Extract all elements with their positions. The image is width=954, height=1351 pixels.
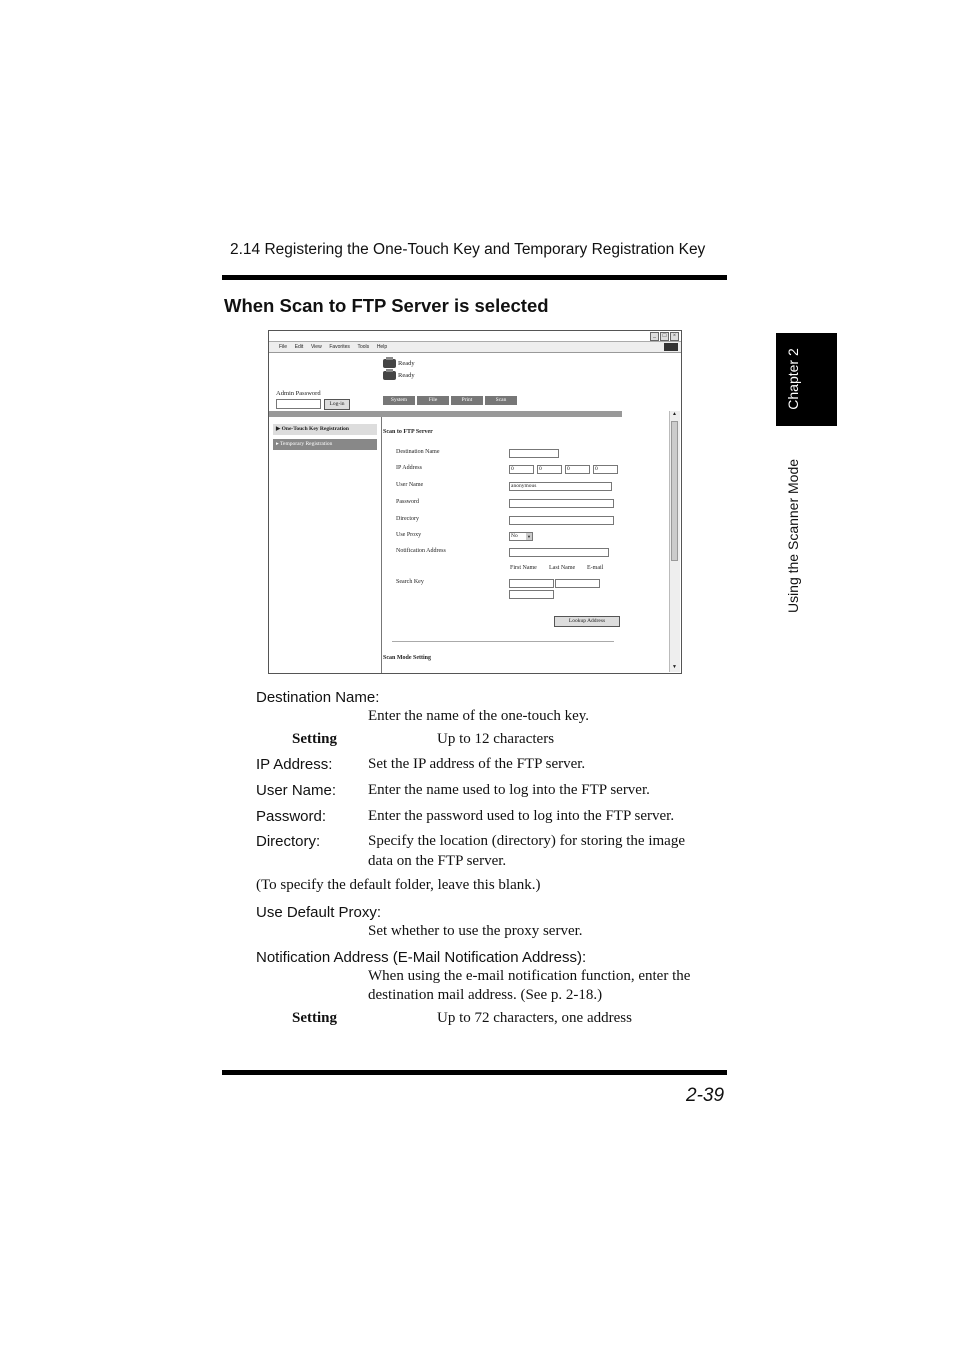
term-directory: Directory: (256, 833, 321, 850)
setting-label-destination-name: Setting (292, 731, 337, 747)
menu-edit[interactable]: Edit (294, 344, 304, 350)
desc-directory-line-1: Specify the location (directory) for storing the image (368, 833, 685, 849)
section-heading: When Scan to FTP Server is selected (224, 295, 549, 316)
nav-one-touch-key-registration[interactable]: ▶ One-Touch Key Registration (273, 424, 377, 435)
email-column: E-mail (587, 565, 604, 571)
nav-temporary-registration[interactable]: ▸ Temporary Registration (273, 439, 377, 450)
status-printer (383, 359, 415, 368)
directory-note: (To specify the default folder, leave this blank.) (256, 877, 541, 893)
chapter-label: Chapter 2 (785, 348, 801, 410)
printer-status: Ready (398, 360, 415, 367)
destination-name-label: Destination Name (396, 449, 440, 455)
form-title: Scan to FTP Server (383, 429, 433, 435)
desc-use-default-proxy: Set whether to use the proxy server. (368, 923, 583, 939)
header-divider-bar (269, 411, 622, 417)
running-header: 2.14 Registering the One-Touch Key and Temporary Registration Key (230, 241, 706, 258)
directory-input[interactable] (509, 516, 614, 525)
login-button[interactable]: Log-in (324, 399, 350, 410)
browser-menu-bar (269, 342, 681, 353)
term-destination-name: Destination Name: (256, 689, 380, 706)
scan-mode-setting-title: Scan Mode Setting (383, 655, 431, 661)
ip-octet-3-input[interactable]: 0 (565, 465, 590, 474)
use-proxy-select[interactable] (509, 532, 533, 541)
setting-label-notification-address: Setting (292, 1010, 337, 1026)
menu-help[interactable]: Help (376, 344, 388, 350)
left-navigation (273, 424, 377, 454)
tab-system[interactable]: System (383, 396, 415, 405)
term-ip-address: IP Address: (256, 756, 333, 773)
notification-address-label: Notification Address (396, 548, 446, 554)
admin-password-input[interactable] (276, 399, 321, 409)
desc-ip-address: Set the IP address of the FTP server. (368, 756, 586, 772)
use-proxy-label: Use Proxy (396, 532, 422, 538)
notification-address-input[interactable] (509, 548, 609, 557)
scroll-up-icon[interactable]: ▲ (672, 412, 677, 417)
side-chapter-title: Using the Scanner Mode (785, 458, 801, 614)
directory-label: Directory (396, 516, 419, 522)
footer-rule (222, 1070, 727, 1075)
printer-icon (383, 359, 396, 368)
scroll-thumb[interactable] (671, 421, 678, 561)
nav-divider (381, 417, 382, 673)
tab-print[interactable]: Print (451, 396, 483, 405)
term-user-name: User Name: (256, 782, 337, 799)
user-name-label: User Name (396, 482, 424, 488)
form-divider (392, 641, 614, 642)
admin-password-label: Admin Password (276, 390, 321, 397)
mode-tabs (383, 396, 517, 405)
term-password: Password: (256, 808, 327, 825)
desc-password: Enter the password used to log into the FTP server. (368, 808, 675, 824)
scanner-status: Ready (398, 372, 415, 379)
desc-notification-address-line-2: destination mail address. (See p. 2-18.) (368, 987, 603, 1003)
ip-octet-1-input[interactable]: 0 (509, 465, 534, 474)
close-button[interactable]: × (670, 332, 679, 341)
term-use-default-proxy: Use Default Proxy: (256, 904, 382, 921)
desc-destination-name: Enter the name of the one-touch key. (368, 708, 590, 724)
desc-notification-address-line-1: When using the e-mail notification function, enter the (368, 968, 691, 984)
user-name-input[interactable]: anonymous (509, 482, 612, 491)
setting-value-destination-name: Up to 12 characters (437, 731, 555, 747)
browser-logo-icon (664, 343, 678, 351)
maximize-button[interactable]: □ (660, 332, 669, 341)
password-label: Password (396, 499, 420, 505)
search-first-name-input[interactable] (509, 579, 554, 588)
use-proxy-value: No (511, 533, 518, 539)
status-scanner (383, 371, 415, 380)
scanner-icon (383, 371, 396, 380)
ip-octet-4-input[interactable]: 0 (593, 465, 618, 474)
search-email-input[interactable] (509, 590, 554, 599)
setting-value-notification-address: Up to 72 characters, one address (437, 1010, 632, 1026)
term-notification-address: Notification Address (E-Mail Notification Address): (256, 949, 587, 966)
browser-screenshot (268, 330, 682, 674)
menu-view[interactable]: View (310, 344, 322, 350)
desc-directory-line-2: data on the FTP server. (368, 853, 507, 869)
chevron-down-icon: ▼ (527, 534, 531, 539)
tab-file[interactable]: File (417, 396, 449, 405)
vertical-scrollbar[interactable] (669, 411, 680, 672)
menu-tools[interactable]: Tools (357, 344, 370, 350)
header-rule (222, 275, 727, 280)
desc-user-name: Enter the name used to log into the FTP server. (368, 782, 650, 798)
window-title-bar (269, 331, 681, 342)
password-input[interactable] (509, 499, 614, 508)
tab-scan[interactable]: Scan (485, 396, 517, 405)
menu-file[interactable]: File (279, 344, 288, 350)
scroll-down-icon[interactable]: ▼ (672, 665, 677, 670)
ip-address-label: IP Address (396, 465, 422, 471)
ip-octet-2-input[interactable]: 0 (537, 465, 562, 474)
search-key-label: Search Key (396, 579, 424, 585)
last-name-column: Last Name (549, 565, 576, 571)
menu-favorites[interactable]: Favorites (329, 344, 350, 350)
destination-name-input[interactable] (509, 449, 559, 458)
page-number: 2-39 (686, 1085, 725, 1106)
minimize-button[interactable]: _ (650, 332, 659, 341)
search-last-name-input[interactable] (555, 579, 600, 588)
first-name-column: First Name (510, 565, 537, 571)
lookup-address-button[interactable]: Lookup Address (554, 616, 620, 627)
